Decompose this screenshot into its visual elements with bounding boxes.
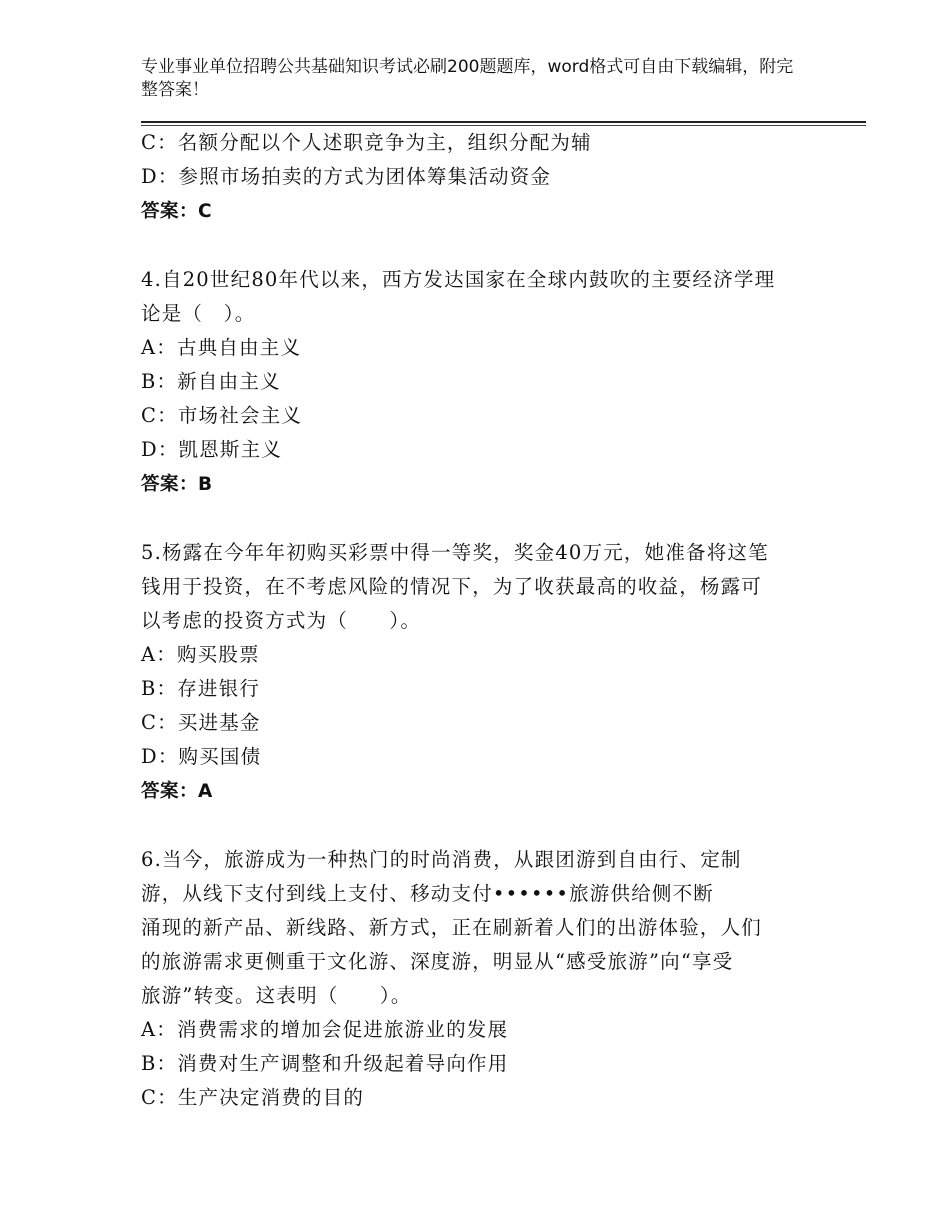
- q5-stem-line-3: 以考虑的投资方式为（ ）。: [141, 609, 422, 632]
- q5-stem-line-2: 钱用于投资，在不考虑风险的情况下，为了收获最高的收益，杨露可: [141, 575, 763, 598]
- q3-option-c: C：名额分配以个人述职竞争为主，组织分配为辅: [141, 131, 592, 154]
- q6-stem-line-2: 游，从线下支付到线上支付、移动支付••••••旅游供给侧不断: [141, 882, 715, 905]
- q6-stem-line-1: 6.当今，旅游成为一种热门的时尚消费，从跟团游到自由行、定制: [141, 848, 742, 871]
- q5-option-d: D：购买国债: [141, 745, 262, 768]
- q6-option-a: A：消费需求的增加会促进旅游业的发展: [141, 1018, 509, 1041]
- q4-option-a: A：古典自由主义: [141, 336, 302, 359]
- page-header-text: 专业事业单位招聘公共基础知识考试必刷200题题库，word格式可自由下载编辑，附完整答案！: [141, 57, 794, 100]
- q4-option-c: C：市场社会主义: [141, 404, 303, 427]
- q6-stem-line-4: 的旅游需求更侧重于文化游、深度游，明显从“感受旅游”向“享受: [141, 950, 734, 973]
- q5-option-b: B：存进银行: [141, 677, 261, 700]
- q3-option-d: D：参照市场拍卖的方式为团体筹集活动资金: [141, 165, 552, 188]
- q5-stem-line-1: 5.杨露在今年年初购买彩票中得一等奖，奖金40万元，她准备将这笔: [141, 541, 769, 564]
- q4-answer: 答案：B: [141, 474, 213, 495]
- q5-answer: 答案：A: [141, 781, 213, 802]
- q4-stem-line-1: 4.自20世纪80年代以来，西方发达国家在全球内鼓吹的主要经济学理: [141, 268, 776, 291]
- q6-stem-line-3: 涌现的新产品、新线路、新方式，正在刷新着人们的出游体验，人们: [141, 916, 763, 939]
- q6-stem-line-5: 旅游”转变。这表明（ ）。: [141, 984, 412, 1007]
- header-rule-thick: [141, 121, 866, 123]
- q4-stem-line-2: 论是（ ）。: [141, 302, 256, 325]
- q3-answer: 答案：C: [141, 201, 213, 222]
- q4-option-d: D：凯恩斯主义: [141, 438, 283, 461]
- q4-option-b: B：新自由主义: [141, 370, 281, 393]
- q5-option-c: C：买进基金: [141, 711, 261, 734]
- q6-option-c: C：生产决定消费的目的: [141, 1086, 365, 1109]
- q6-option-b: B：消费对生产调整和升级起着导向作用: [141, 1052, 509, 1075]
- q5-option-a: A：购买股票: [141, 643, 260, 666]
